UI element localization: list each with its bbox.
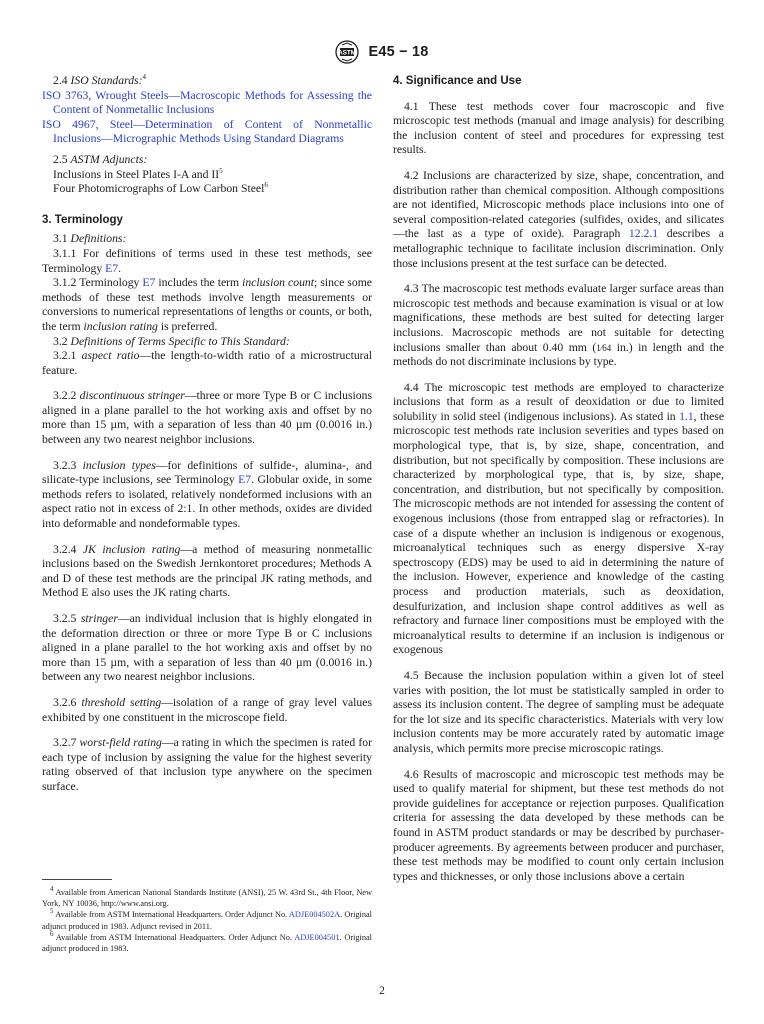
section-4-3: 4.3 The macroscopic test methods evaluate larger surface areas than microscopic test methods and because examination is visual or at low magnifications, these methods are best suited for detecting larger inclusions. Macroscopic methods are not suitable for detecting inclusions smaller than about 0.40 mm (1⁄64 in.) in length and the methods do not discriminate inclusions by type. (393, 282, 724, 369)
adjunct-photomicrographs: Four Photomicrographs of Low Carbon Steel$^6$ (53, 181, 268, 196)
section-2-5-title: 2.5 ASTM Adjuncts: (53, 152, 148, 166)
astm-logo-icon (335, 40, 359, 64)
ref-iso-3763: ISO 3763, Wrought Steels—Macroscopic Methods for Assessing the Content of Nonmetallic Inclusions (42, 88, 372, 117)
footnote-5: $^5$ Available from ASTM International Headquarters. Order Adjunct No. ADJE004502A. Original adjunct produced in 1983. Adjunct revised in 2011. (42, 907, 372, 931)
section-4-heading: 4. Significance and Use (393, 75, 522, 87)
section-4-4: 4.4 The microscopic test methods are employed to characterize inclusions that form as a result of deoxidation or due to limited solubility in solid steel (indigenous inclusions). As stated in 1.1, these microscopic test methods rate inclusion severities and types based on morphological type, that is, by size, shape, concentration, and distribution, but not specifically by composition. These inclusions are characterized by morphological type, that is, by size, shape, concentration, and distribution, but not specifically by composition. The microscopic methods are not intended for assessing the content of exogenous inclusions (those from entrapped slag or refractories). In case of a dispute whether an inclusion is indigenous or exogenous, microanalytical techniques such as energy dispersive X-ray spectroscopy (EDS) may be used to aid in determining the nature of the inclusion. However, experience and knowledge of the casting process and production materials, such as deoxidation, desulfurization, and inclusion shape control additives as well as refractory and furnace liner compositions must be employed with the microanalytical results to determine if an inclusion is indigenous or exogenous (393, 380, 725, 657)
right-column (393, 74, 724, 884)
adjunct-plates: Inclusions in Steel Plates I-A and $II^5$ (53, 166, 223, 181)
section-1-1-link[interactable]: 1.1 (679, 409, 694, 423)
paragraph-12-2-1-link[interactable]: 12.2.1 (628, 227, 659, 241)
footnotes (42, 887, 372, 954)
section-4-5: 4.5 Because the inclusion population within a given lot of steel varies with position, the lot must be statistically sampled in order to assess its inclusion content. The degree of sampling must be adequate for the lot size and its specific characteristics. Materials with very low inclusion contents may be more accurately rated by automatic image analysis, which permits more precise microscopic ratings. (393, 668, 724, 755)
section-3-1-title: 3.1 Definitions: (53, 232, 127, 246)
footnote-6: $^6$ Available from ASTM International Headquarters. Order Adjunct No. ADJE004501. Original adjunct produced in 1983. (42, 930, 372, 954)
footnote-divider (42, 879, 112, 880)
e7-link[interactable]: E7 (238, 473, 252, 487)
page-number: 2 (379, 985, 385, 997)
section-3-2-title: 3.2 Definitions of Terms Specific to This Standard: (53, 334, 290, 348)
def-discontinuous-stringer: 3.2.2 discontinuous stringer—three or more Type B or C inclusions aligned in a plane parallel to the hot working axis and offset by no more than 15 µm, with a separation of less than 40 µm (0.0016 in.) between any two nearest neighbor inclusions. (42, 389, 372, 447)
svg-text:ASTM: ASTM (338, 49, 357, 57)
e7-link[interactable]: E7 (142, 276, 156, 290)
adjunct-link[interactable]: ADJE004501 (294, 932, 340, 942)
section-4-6: 4.6 Results of macroscopic and microscopic test methods may be used to qualify material for shipment, but these test methods do not provide guidelines for acceptance or rejection purposes. Qualification criteria for assessing the data developed by these methods can be found in ASTM product standards or may be described by purchaser-producer agreements. By agreements between producer and purchaser, these test methods may be modified to count only certain inclusion types and thicknesses, or only those inclusions above a certain (393, 767, 724, 883)
page-header (0, 40, 764, 70)
iso-4967-link[interactable]: ISO 4967 (42, 117, 96, 131)
iso-3763-link[interactable]: ISO 3763 (42, 88, 89, 102)
def-inclusion-types: 3.2.3 inclusion types—for definitions of sulfide-, alumina-, and silicate-type inclusions, see Terminology E7. Globular oxide, in some methods refers to isolated, relatively nondeformed inclusions with an aspect ratio not in excess of 2:1. In other methods, oxides are divided into deformable and nondeformable types. (42, 458, 372, 531)
ref-iso-4967: ISO 4967, Steel—Determination of Content of Nonmetallic Inclusions—Micrographic Methods Using Standard Diagrams (42, 117, 373, 146)
section-2-4-title: 2.4 ISO Standards:$^4$ (53, 73, 146, 87)
standard-designation: E45 − 18 (368, 44, 429, 60)
def-aspect-ratio: 3.2.1 aspect ratio—the length-to-width ratio of a microstructural feature. (42, 349, 373, 377)
footnote-4: $^4$ Available from American National Standards Institute (ANSI), 25 W. 43rd St., 4th Floor, New York, NY 10036, http://www.ansi.org. (42, 885, 372, 909)
section-3-1-2: 3.1.2 Terminology E7 includes the term inclusion count; since some methods of these test methods involve length measurements or conversions to numerical representations of lengths or counts, or both, the term inclusion rating is preferred. (42, 276, 372, 333)
left-column (42, 74, 372, 795)
section-3-heading: 3. Terminology (42, 213, 123, 226)
def-threshold-setting: 3.2.6 threshold setting—isolation of a range of gray level values exhibited by one constituent in the microscope field. (42, 695, 372, 724)
e7-link[interactable]: E7 (105, 261, 119, 275)
def-jk-inclusion-rating: 3.2.4 JK inclusion rating—a method of measuring nonmetallic inclusions based on the Swedish Jernkontoret procedures; Methods A and D of these test methods are the principal JK rating methods, and Method E also uses the JK rating charts. (42, 542, 372, 600)
adjunct-link[interactable]: ADJE004502A (288, 910, 341, 920)
section-4-1: 4.1 These test methods cover four macroscopic and five microscopic test methods (manual and image analysis) for describing the inclusion content of steel and procedures for expressing test results. (393, 99, 724, 157)
def-stringer: 3.2.5 stringer—an individual inclusion that is highly elongated in the deformation direction or three or more Type B or C inclusions aligned in a plane parallel to the hot working axis and offset by no more than 15 µm, with a separation of less than 40 µm (0.0016 in.) between any two nearest neighbor inclusions. (42, 612, 373, 684)
def-worst-field-rating: 3.2.7 worst-field rating—a rating in which the specimen is rated for each type of inclusion by assigning the value for the highest severity rating observed of that inclusion type anywhere on the specimen surface. (42, 736, 372, 793)
section-3-1-1: 3.1.1 For definitions of terms used in these test methods, see Terminology E7. (42, 246, 372, 275)
section-4-2: 4.2 Inclusions are characterized by size, shape, concentration, and distribution rather than chemical composition. Although compositions are not identified, Microscopic methods place inclusions into one of several composition-related categories (sulfides, oxides, and silicates—the last as a type of oxide). Paragraph 12.2.1 describes a metallographic technique to facilitate inclusion discrimination. Only those inclusions present at the test surface can be detected. (393, 168, 724, 270)
